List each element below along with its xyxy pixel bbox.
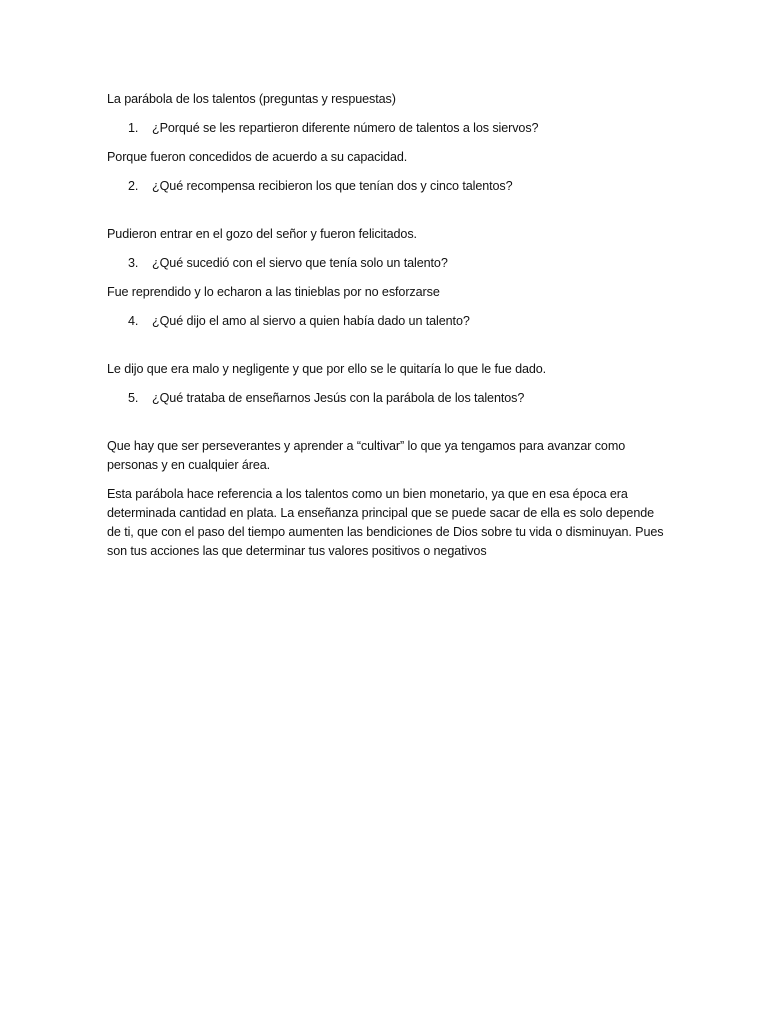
question-text: ¿Qué recompensa recibieron los que tenían dos y cinco talentos?	[152, 179, 513, 193]
question-1	[107, 119, 667, 138]
question-3	[107, 254, 667, 273]
document-title: La parábola de los talentos (preguntas y respuestas)	[107, 92, 396, 106]
question-text: ¿Qué dijo el amo al siervo a quien había dado un talento?	[152, 314, 470, 328]
question-number: 1.	[128, 121, 139, 135]
question-number: 4.	[128, 314, 139, 328]
question-text: ¿Qué trataba de enseñarnos Jesús con la parábola de los talentos?	[152, 391, 525, 405]
answer-2: Pudieron entrar en el gozo del señor y fueron felicitados.	[107, 227, 417, 241]
question-4	[107, 312, 667, 331]
answer-4: Le dijo que era malo y negligente y que por ello se le quitaría lo que le fue dado.	[107, 362, 547, 376]
document-body	[107, 90, 667, 571]
question-2	[107, 177, 667, 196]
answer-5: Que hay que ser perseverantes y aprender a “cultivar” lo que ya tengamos para avanzar como personas y en cualquier área.	[107, 439, 626, 472]
question-text: ¿Qué sucedió con el siervo que tenía solo un talento?	[152, 256, 448, 270]
answer-3: Fue reprendido y lo echaron a las tinieblas por no esforzarse	[107, 285, 440, 299]
question-text: ¿Porqué se les repartieron diferente número de talentos a los siervos?	[152, 121, 539, 135]
question-5	[107, 389, 667, 408]
question-number: 2.	[128, 179, 139, 193]
closing-paragraph: Esta parábola hace referencia a los talentos como un bien monetario, ya que en esa época era determinada cantidad en plata. La enseñanza principal que se puede sacar de ella es solo depende de ti, que con el paso del tiempo aumenten las bendiciones de Dios sobre tu vida o disminuyan. Pues son tus acciones las que determinar tus valores positivos o negativos	[107, 487, 664, 558]
question-number: 3.	[128, 256, 139, 270]
question-number: 5.	[128, 391, 139, 405]
answer-1: Porque fueron concedidos de acuerdo a su capacidad.	[107, 150, 408, 164]
